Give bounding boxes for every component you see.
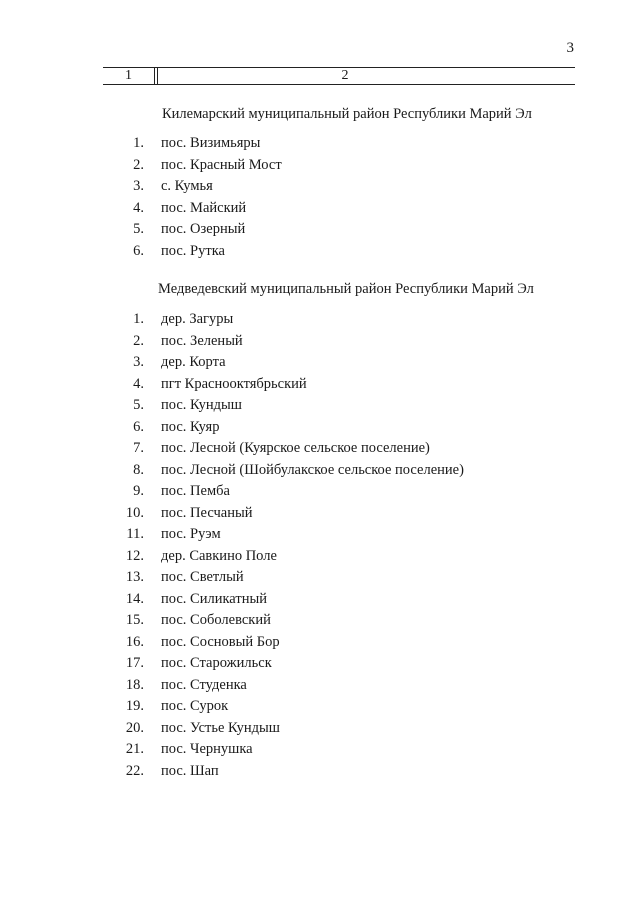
item-name: с. Кумья [161,178,213,194]
page-number: 3 [566,40,574,56]
item-number: 12. [125,547,144,564]
item-name: дер. Корта [161,354,226,370]
section-title-kilemarsky: Килемарский муниципальный район Республики Марий Эл [162,106,532,122]
section-title-medvedevsky: Медведевский муниципальный район Республики Марий Эл [158,281,534,297]
item-number: 6. [133,418,144,435]
item-number: 6. [133,242,144,259]
header-column-1: 1 [103,68,155,84]
item-name: пос. Рутка [161,242,225,259]
item-number: 2. [133,332,144,349]
item-name: пос. Сосновый Бор [161,633,280,650]
item-number: 16. [125,633,144,650]
item-name: пгт Краснооктябрьский [161,375,307,392]
item-number: 17. [125,655,144,671]
item-number: 9. [133,483,144,499]
item-name: пос. Устье Кундыш [161,719,280,736]
item-name: пос. Силикатный [161,590,267,607]
item-number: 1. [133,135,144,151]
item-number: 3. [133,354,144,370]
item-number: 13. [125,569,144,585]
item-number: 5. [133,397,144,413]
item-name: пос. Визимьяры [161,135,261,151]
item-number: 5. [133,221,144,237]
item-name: пос. Чернушка [161,741,253,757]
item-name: дер. Савкино Поле [161,547,277,564]
item-number: 1. [133,311,144,327]
item-name: пос. Студенка [161,676,247,693]
item-name: пос. Кундыш [161,397,242,413]
item-number: 4. [133,199,144,216]
item-number: 14. [125,590,144,607]
item-number: 18. [125,676,144,693]
item-name: пос. Светлый [161,569,244,585]
item-number: 11. [126,526,144,542]
item-name: пос. Старожильск [161,655,272,671]
item-name: пос. Пемба [161,483,230,499]
item-number: 10. [125,504,144,521]
item-name: пос. Шап [161,762,219,779]
item-name: пос. Зеленый [161,332,243,349]
item-number: 21. [125,741,144,757]
item-name: пос. Лесной (Шойбулакское сельское поселение) [161,461,464,478]
table-header [103,67,575,85]
item-number: 20. [125,719,144,736]
item-name: пос. Красный Мост [161,156,282,173]
item-name: пос. Соболевский [161,612,271,628]
item-name: пос. Руэм [161,526,221,542]
item-name: пос. Куяр [161,418,220,435]
item-name: пос. Лесной (Куярское сельское поселение) [161,440,430,456]
item-number: 22. [125,762,144,779]
item-number: 15. [125,612,144,628]
item-number: 4. [133,375,144,392]
item-name: пос. Сурок [161,698,229,714]
item-name: пос. Майский [161,199,247,216]
item-number: 2. [133,156,144,173]
item-number: 7. [133,440,144,456]
item-name: пос. Песчаный [161,504,253,521]
item-number: 3. [133,178,144,194]
item-number: 8. [133,461,144,478]
header-column-2: 2 [341,68,349,83]
item-name: пос. Озерный [161,221,246,237]
item-name: дер. Загуры [161,311,234,327]
item-number: 19. [125,698,144,714]
